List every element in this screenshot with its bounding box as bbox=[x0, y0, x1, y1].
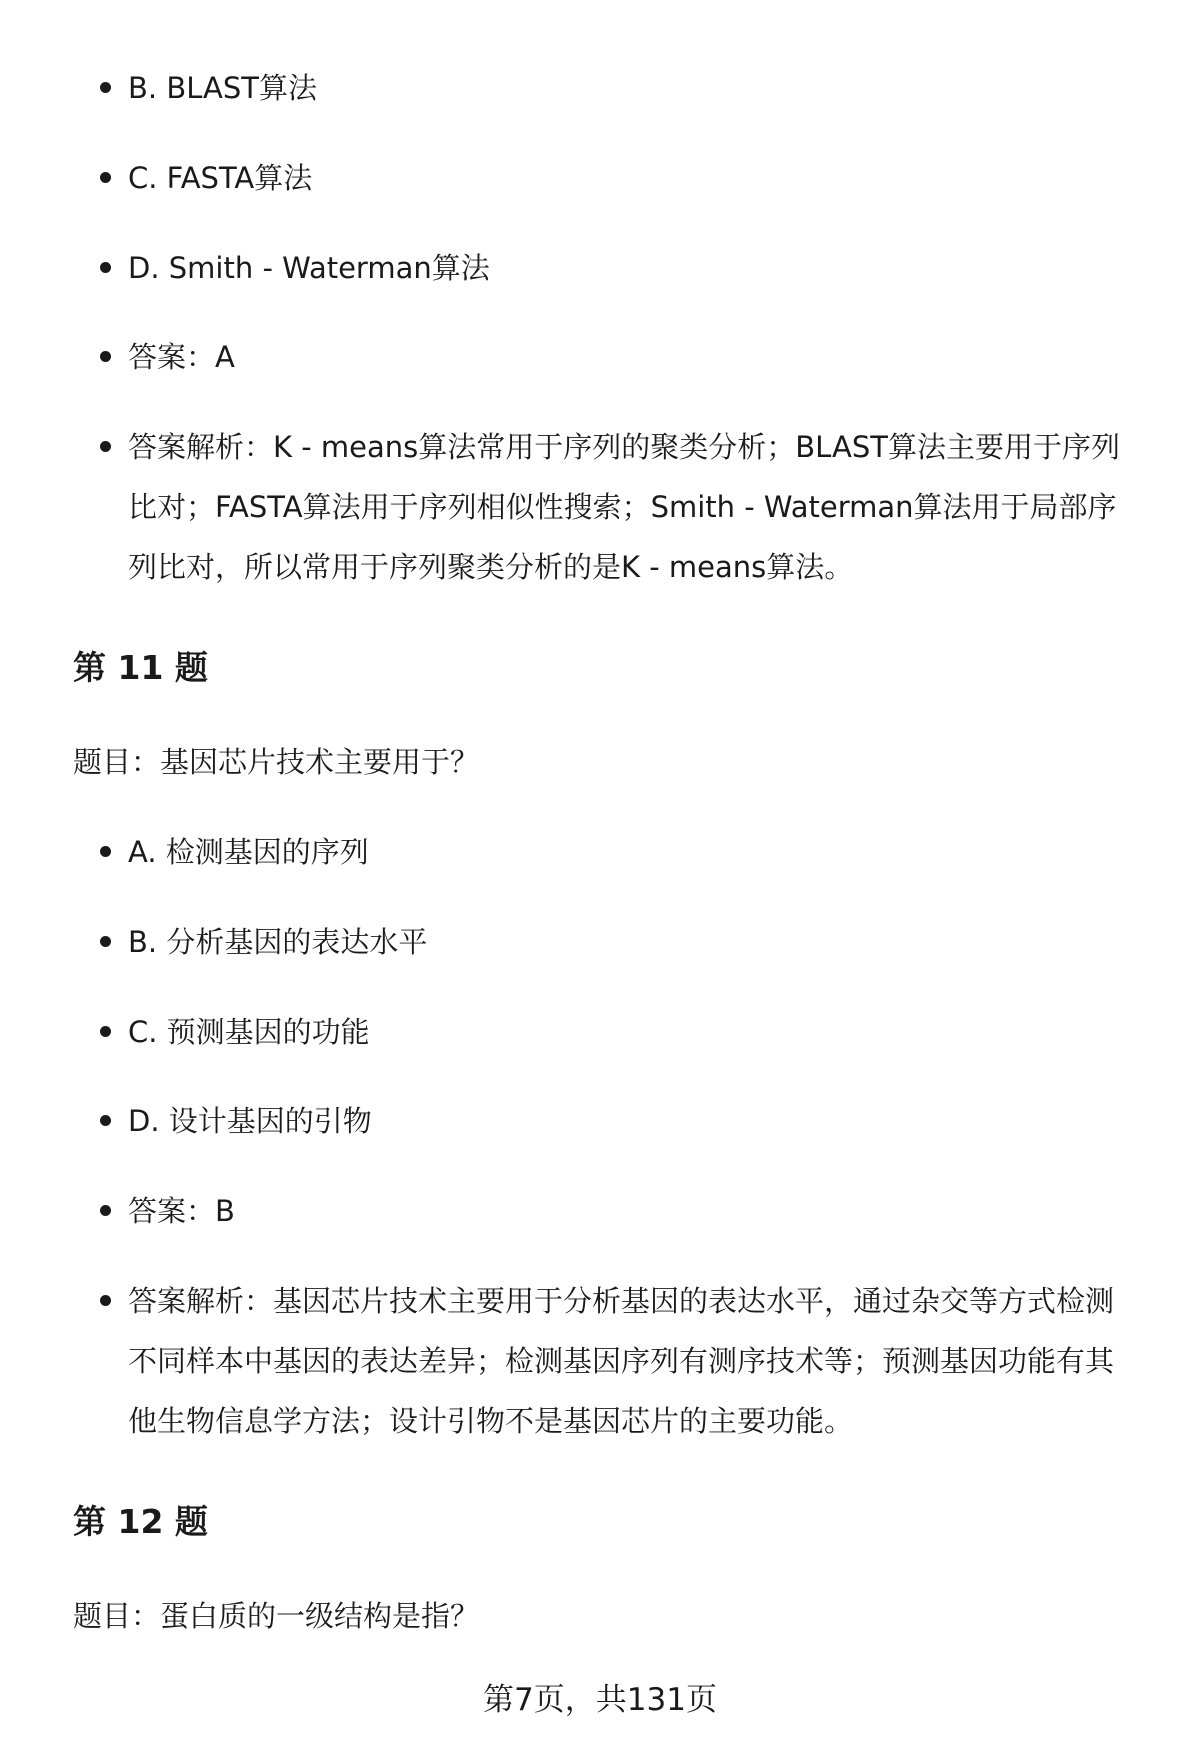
q10-explanation: 答案解析：K - means算法常用于序列的聚类分析；BLAST算法主要用于序列比对；FASTA算法用于序列相似性搜索；Smith - Waterman算法用于局部序列比对，所以常用于序列聚类分析的是K - means算法。 bbox=[128, 417, 1138, 597]
q12-heading: 第 12 题 bbox=[73, 1502, 208, 1541]
q11-option-d: D. 设计基因的引物 bbox=[128, 1091, 1138, 1151]
q11-option-c: C. 预测基因的功能 bbox=[128, 1002, 1138, 1062]
q11-option-a: A. 检测基因的序列 bbox=[128, 822, 1138, 882]
q10-option-c: C. FASTA算法 bbox=[128, 148, 1138, 208]
q10-option-d: D. Smith - Waterman算法 bbox=[128, 238, 1138, 298]
q11-answer: 答案：B bbox=[128, 1181, 1138, 1241]
q12-question: 题目：蛋白质的一级结构是指？ bbox=[73, 1599, 480, 1633]
q11-heading: 第 11 题 bbox=[73, 648, 208, 687]
q10-option-b: B. BLAST算法 bbox=[128, 58, 1138, 118]
page-footer: 第7页，共131页 bbox=[483, 1682, 717, 1718]
q10-answer: 答案：A bbox=[128, 327, 1138, 387]
q11-question: 题目：基因芯片技术主要用于？ bbox=[73, 745, 480, 779]
q11-option-b: B. 分析基因的表达水平 bbox=[128, 912, 1138, 972]
q11-explanation: 答案解析：基因芯片技术主要用于分析基因的表达水平，通过杂交等方式检测不同样本中基因的表达差异；检测基因序列有测序技术等；预测基因功能有其他生物信息学方法；设计引物不是基因芯片的主要功能。 bbox=[128, 1271, 1138, 1451]
